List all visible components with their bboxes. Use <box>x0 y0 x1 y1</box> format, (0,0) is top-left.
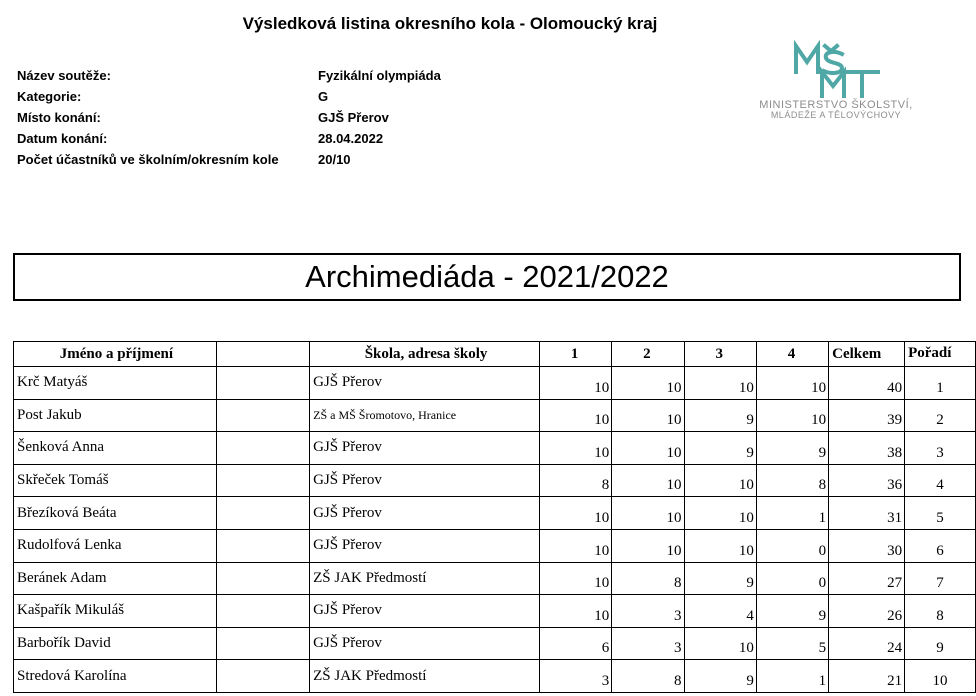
cell-name: Stredová Karolína <box>14 660 217 693</box>
cell-name: Šenková Anna <box>14 432 217 465</box>
cell-task-2: 8 <box>612 562 684 595</box>
header-name: Jméno a příjmení <box>14 342 217 367</box>
table-row <box>14 432 976 465</box>
cell-task-3: 10 <box>684 464 756 497</box>
cell-task-1: 10 <box>539 432 611 465</box>
cell-name: Rudolfová Lenka <box>14 529 217 562</box>
cell-school: GJŠ Přerov <box>310 627 540 660</box>
logo-text-line2: MLÁDEŽE A TĚLOVÝCHOVY <box>770 110 902 120</box>
cell-blank <box>216 497 309 530</box>
cell-total: 30 <box>829 529 905 562</box>
cell-name: Post Jakub <box>14 399 217 432</box>
cell-school: GJŠ Přerov <box>310 595 540 628</box>
ministry-logo <box>750 40 930 125</box>
cell-task-1: 10 <box>539 399 611 432</box>
cell-task-3: 9 <box>684 660 756 693</box>
cell-school: GJŠ Přerov <box>310 367 540 400</box>
cell-name: Kašpařík Mikuláš <box>14 595 217 628</box>
table-row <box>14 660 976 693</box>
cell-task-4: 1 <box>756 497 828 530</box>
cell-task-2: 3 <box>612 595 684 628</box>
info-label: Datum konání: <box>17 131 108 146</box>
cell-task-3: 10 <box>684 627 756 660</box>
cell-blank <box>216 464 309 497</box>
header-task-3: 3 <box>684 342 756 367</box>
cell-task-3: 4 <box>684 595 756 628</box>
cell-task-3: 10 <box>684 529 756 562</box>
info-label: Název soutěže: <box>17 68 111 83</box>
table-row <box>14 562 976 595</box>
cell-blank <box>216 432 309 465</box>
cell-task-4: 0 <box>756 562 828 595</box>
info-label: Místo konání: <box>17 110 101 125</box>
cell-task-1: 8 <box>539 464 611 497</box>
cell-task-2: 8 <box>612 660 684 693</box>
cell-rank: 1 <box>905 367 976 400</box>
cell-task-4: 9 <box>756 595 828 628</box>
info-value: 20/10 <box>318 152 351 167</box>
cell-task-2: 10 <box>612 432 684 465</box>
cell-rank: 2 <box>905 399 976 432</box>
info-label: Kategorie: <box>17 89 82 104</box>
cell-total: 27 <box>829 562 905 595</box>
logo-text-line1: MINISTERSTVO ŠKOLSTVÍ, <box>759 99 913 111</box>
msmt-logo-icon <box>750 40 930 98</box>
cell-total: 26 <box>829 595 905 628</box>
cell-rank: 7 <box>905 562 976 595</box>
cell-name: Březíková Beáta <box>14 497 217 530</box>
cell-task-3: 9 <box>684 432 756 465</box>
cell-task-4: 10 <box>756 367 828 400</box>
info-value: 28.04.2022 <box>318 131 384 146</box>
cell-blank <box>216 660 309 693</box>
header-blank <box>216 342 309 367</box>
cell-name: Krč Matyáš <box>14 367 217 400</box>
cell-rank: 6 <box>905 529 976 562</box>
header-task-2: 2 <box>612 342 684 367</box>
cell-task-4: 0 <box>756 529 828 562</box>
table-row <box>14 464 976 497</box>
cell-school: ZŠ JAK Předmostí <box>310 660 540 693</box>
cell-rank: 10 <box>905 660 976 693</box>
table-row <box>14 399 976 432</box>
cell-task-1: 10 <box>539 367 611 400</box>
cell-task-2: 10 <box>612 497 684 530</box>
cell-school: ZŠ a MŠ Šromotovo, Hranice <box>310 399 540 432</box>
cell-task-1: 3 <box>539 660 611 693</box>
cell-task-4: 1 <box>756 660 828 693</box>
cell-school: GJŠ Přerov <box>310 497 540 530</box>
cell-task-4: 10 <box>756 399 828 432</box>
results-table <box>13 341 976 693</box>
page-title: Výsledková listina okresního kola - Olomoucký kraj <box>242 14 658 33</box>
cell-school: GJŠ Přerov <box>310 464 540 497</box>
info-value: Fyzikální olympiáda <box>318 68 441 83</box>
cell-name: Barbořík David <box>14 627 217 660</box>
cell-task-4: 9 <box>756 432 828 465</box>
cell-task-3: 9 <box>684 562 756 595</box>
cell-rank: 4 <box>905 464 976 497</box>
cell-task-2: 10 <box>612 529 684 562</box>
table-row <box>14 595 976 628</box>
cell-rank: 8 <box>905 595 976 628</box>
cell-blank <box>216 529 309 562</box>
cell-task-1: 10 <box>539 562 611 595</box>
competition-banner: Archimediáda - 2021/2022 <box>13 253 961 301</box>
cell-name: Beránek Adam <box>14 562 217 595</box>
cell-task-1: 10 <box>539 529 611 562</box>
cell-school: ZŠ JAK Předmostí <box>310 562 540 595</box>
cell-task-1: 10 <box>539 595 611 628</box>
table-header-row <box>14 342 976 367</box>
info-value: G <box>318 89 329 104</box>
cell-task-2: 3 <box>612 627 684 660</box>
cell-blank <box>216 627 309 660</box>
header-task-4: 4 <box>756 342 828 367</box>
cell-total: 36 <box>829 464 905 497</box>
cell-blank <box>216 562 309 595</box>
cell-total: 38 <box>829 432 905 465</box>
cell-school: GJŠ Přerov <box>310 529 540 562</box>
cell-blank <box>216 367 309 400</box>
table-row <box>14 529 976 562</box>
cell-task-2: 10 <box>612 367 684 400</box>
header-rank: Pořadí <box>905 342 976 367</box>
header-total: Celkem <box>829 342 905 367</box>
cell-rank: 9 <box>905 627 976 660</box>
cell-task-2: 10 <box>612 399 684 432</box>
cell-total: 24 <box>829 627 905 660</box>
table-row <box>14 627 976 660</box>
cell-total: 39 <box>829 399 905 432</box>
header-task-1: 1 <box>539 342 611 367</box>
cell-task-4: 5 <box>756 627 828 660</box>
cell-task-1: 6 <box>539 627 611 660</box>
cell-task-4: 8 <box>756 464 828 497</box>
cell-total: 21 <box>829 660 905 693</box>
cell-task-1: 10 <box>539 497 611 530</box>
cell-task-2: 10 <box>612 464 684 497</box>
cell-school: GJŠ Přerov <box>310 432 540 465</box>
table-row <box>14 497 976 530</box>
cell-total: 31 <box>829 497 905 530</box>
cell-blank <box>216 595 309 628</box>
cell-task-3: 10 <box>684 497 756 530</box>
cell-rank: 3 <box>905 432 976 465</box>
info-label: Počet účastníků ve školním/okresním kole <box>17 152 279 167</box>
cell-total: 40 <box>829 367 905 400</box>
cell-task-3: 10 <box>684 367 756 400</box>
cell-rank: 5 <box>905 497 976 530</box>
cell-blank <box>216 399 309 432</box>
cell-task-3: 9 <box>684 399 756 432</box>
cell-name: Skřeček Tomáš <box>14 464 217 497</box>
header-school: Škola, adresa školy <box>310 342 540 367</box>
info-value: GJŠ Přerov <box>318 110 389 125</box>
table-row <box>14 367 976 400</box>
